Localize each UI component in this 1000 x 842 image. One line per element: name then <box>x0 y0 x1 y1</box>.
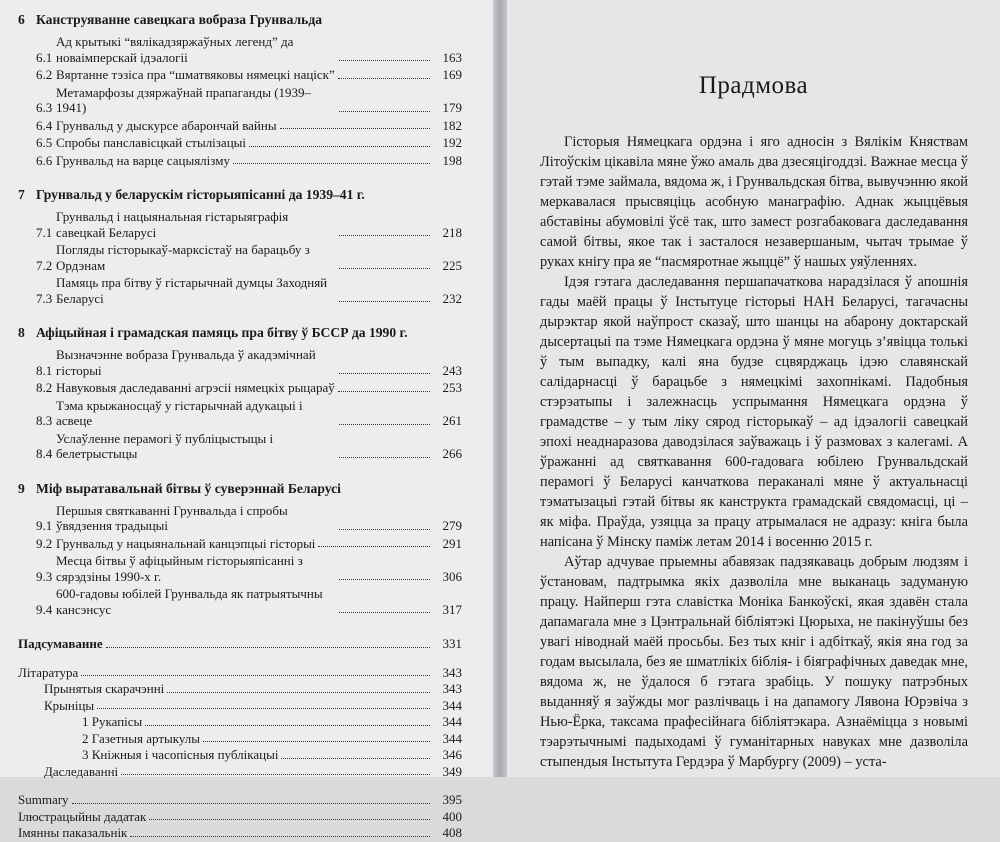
section-number: 6.6 <box>36 152 53 168</box>
section-title: Навуковыя даследаванні агрэсіі нямецкіх рыцараў <box>56 380 335 395</box>
back-matter-title: Падсумаванне <box>18 636 103 651</box>
chapter-number: 9 <box>18 480 25 496</box>
section-number: 6.3 <box>36 100 53 115</box>
page-number: 346 <box>442 747 462 762</box>
chapter-number: 7 <box>18 187 25 202</box>
section-number: 8.4 <box>36 446 53 461</box>
toc-entry <box>18 34 462 65</box>
back-matter-title: 1 Рукапісы <box>82 714 143 729</box>
toc-back-matter-entry <box>18 731 462 747</box>
toc-entry <box>18 536 462 552</box>
chapter-title <box>18 12 462 28</box>
section-number: 8.1 <box>36 362 53 378</box>
page-number: 261 <box>442 413 462 428</box>
dot-leader <box>338 78 430 79</box>
preface-paragraph: Ідэя гэтага даследавання першапачаткова нарадзілася ў апошнія гады маёй працы ў Інстытуце гісторыі НАН Беларусі, тагачасны дырэктар якой наўпрост сказаў, што шанцы на абарону доктарскай дысертацыі па тэме Нямецкага ордэна ў мяне могуць з’явіцца толькі ў тым выпадку, калі яна будзе сцвярджаць ідэю славянскай салідарнасці ў барацьбе з нямецкімі захопнікамі. Падобныя стэрэатыпы і залежнасць успрымання Нямецкага ордэна ў грамадстве – у тым ліку сярод гісторыкаў – ад ідэалогіі савецкай эпохі неаднаразова даводзілася заўважаць і ў размовах з калегамі. А ўражанні ад святкавання 600-гадовага юбілею Грунвальдскай перамогі ў Беларусі канчаткова пераканалі мяне ў актуальнасці тэматызацыі гэтай бітвы як канструкта грамадскай свядомасці, ці – як міфа. Праўда, узяцца за працу атрымалася не адразу: кніга была напісана ў Мінску паміж летам 2014 і восенню 2015 г. <box>540 274 968 550</box>
section-number: 9.1 <box>36 518 53 533</box>
dot-leader <box>339 268 430 269</box>
chapter-title-text: Міф выратавальнай бітвы ў суверэннай Беларусі <box>36 480 341 496</box>
page-number: 343 <box>442 681 462 696</box>
page-number: 192 <box>442 135 462 150</box>
chapter-number: 8 <box>18 325 25 340</box>
section-title: Грунвальд у дыскурсе абарончай вайны <box>56 117 277 133</box>
toc-entry <box>18 380 462 396</box>
page-number: 179 <box>442 100 462 115</box>
toc-entry <box>18 209 462 240</box>
chapter-title <box>18 187 462 203</box>
dot-leader <box>339 529 430 530</box>
toc-entry <box>18 242 462 273</box>
section-title: Грунвальд і нацыянальная гістарыяграфія савецкай Беларусі <box>56 209 289 240</box>
back-matter-title: Імянны паказальнік <box>18 825 128 840</box>
section-number: 6.1 <box>36 49 53 65</box>
dot-leader <box>280 128 430 129</box>
section-title: Памяць пра бітву ў гістарычнай думцы Заходняй Беларусі <box>56 275 328 306</box>
page-number: 408 <box>442 825 462 840</box>
page-number: 218 <box>442 224 462 240</box>
dot-leader <box>339 301 430 302</box>
section-number: 6.2 <box>36 67 53 82</box>
toc-entry <box>18 431 462 462</box>
toc-chapter <box>18 12 462 168</box>
preface-body <box>540 132 968 772</box>
toc-chapter <box>18 187 462 306</box>
toc-chapter <box>18 481 462 618</box>
section-title: Месца бітвы ў афіцыйным гісторыяпісанні з сярэдзіны 1990-х г. <box>56 553 303 584</box>
page-number: 232 <box>442 290 462 306</box>
page-number: 163 <box>442 49 462 65</box>
toc-entry <box>18 503 462 534</box>
toc-back-matter-entry <box>18 681 462 697</box>
toc-entry <box>18 275 462 306</box>
chapter-title-text: Грунвальд у беларускім гісторыяпісанні да 1939–41 г. <box>36 187 365 202</box>
dot-leader <box>249 146 430 147</box>
dot-leader <box>72 803 430 804</box>
page-number: 198 <box>442 152 462 168</box>
section-number: 9.2 <box>36 535 53 551</box>
page-number: 253 <box>442 380 462 395</box>
page-number: 317 <box>442 601 462 617</box>
section-number: 9.4 <box>36 601 53 617</box>
chapter-title-text: Канструяванне савецкага вобраза Грунвальда <box>36 12 323 27</box>
section-title: Ад крытыкі “вялікадзяржаўных легенд” да новаімперскай ідэалогіі <box>56 34 294 65</box>
preface-page <box>507 0 1000 777</box>
dot-leader <box>339 612 430 613</box>
dot-leader <box>106 647 430 648</box>
toc-entry <box>18 586 462 617</box>
page-number: 306 <box>442 568 462 584</box>
toc-back-matter-entry <box>18 665 462 681</box>
page-number: 225 <box>442 257 462 273</box>
back-matter-title: Крыніцы <box>44 697 95 713</box>
chapter-title <box>18 481 462 497</box>
toc-back-matter-entry <box>18 764 462 780</box>
preface-paragraph: Аўтар адчувае прыемны абавязак падзякаваць добрым людзям і ўстановам, падтрымка якіх дазволіла мне выканаць задуманую працу. Найперш гэта славістка Моніка Банкоўскі, якая здавён стала дапамагала мне з Цэнтральнай бібліятэкі Цюрыха, не пакінуўшы без увагі ніводнай маёй просьбы. Без тых кніг і адбіткаў, якія яна год за годам высылала, без яе шматлікіх біблія- і біяграфічных даведак мне, вядома ж, не ўдалося б гэтага зрабіць. У пошуку патрэбных выданняў я заўжды мог разлічваць і на дапамогу Лявона Юрэвіча з Нью-Ёрка, таксама прафесійнага бібліятэкара. Азнаёміцца з новымі тэарэтычнымі падыходамі ў гуманітарных навуках мне дазволіла стыпендыя Інстытута Гердэра ў Марбургу (2009) – уста- <box>540 554 968 770</box>
section-number: 8.2 <box>36 380 53 395</box>
page-number: 344 <box>442 697 462 713</box>
preface-paragraph: Гісторыя Нямецкага ордэна і яго адносін з Вялікім Княствам Літоўскім цікавіла мяне ўжо амаль два дзесяцігоддзі. Важнае месца ў гэтай тэме займала, вядома ж, і Грунвальдская бітва, вывучэнню якой меркавалася прысвяціць асобную манаграфію. Аднак жыццёвыя абставіны абумовілі ўсё так, што замест розгабаковага даследавання самой бітвы, якое так і засталося незавершаным, чытач трымае ў руках кнігу пра яе “пасмяротнае жыццё” ў нашых уяўленнях. <box>540 134 968 270</box>
page-number: 343 <box>442 664 462 680</box>
page-number: 400 <box>442 808 462 824</box>
back-matter-title: Summary <box>18 792 69 807</box>
dot-leader <box>339 457 430 458</box>
section-number: 8.3 <box>36 413 53 428</box>
section-title: Грунвальд на варце сацыялізму <box>56 152 230 168</box>
chapter-title-text: Афіцыйная і грамадская памяць пра бітву ў БССР да 1990 г. <box>36 325 408 340</box>
toc-entry <box>18 347 462 378</box>
toc-back-matter-entry <box>18 636 462 652</box>
toc-back-matter-entry <box>18 747 462 763</box>
section-title: 600-гадовы юбілей Грунвальда як патрыятычны кансэнсус <box>56 586 323 617</box>
page-number: 169 <box>442 67 462 82</box>
dot-leader <box>338 391 430 392</box>
dot-leader <box>149 819 430 820</box>
preface-heading: Прадмова <box>698 72 809 99</box>
toc-back-matter-entry <box>18 698 462 714</box>
dot-leader <box>121 774 430 775</box>
back-matter-title: Прынятыя скарачэнні <box>44 681 165 696</box>
dot-leader <box>339 373 430 374</box>
toc-back-matter-entry <box>18 809 462 825</box>
book-gutter <box>493 0 507 777</box>
toc-entry <box>18 153 462 169</box>
section-number: 7.3 <box>36 290 53 306</box>
section-title: Першыя святкаванні Грунвальда і спробы ўвядзення традыцыі <box>56 502 288 533</box>
toc-entry <box>18 553 462 584</box>
back-matter-title: 2 Газетныя артыкулы <box>82 730 201 746</box>
page-number: 243 <box>442 362 462 378</box>
back-matter-title: Ілюстрацыйны дадатак <box>18 808 147 824</box>
dot-leader <box>167 692 430 693</box>
dot-leader <box>318 546 430 547</box>
toc-back-matter-entry <box>18 825 462 841</box>
toc-chapter <box>18 325 462 462</box>
dot-leader <box>145 725 430 726</box>
section-number: 7.2 <box>36 257 53 273</box>
dot-leader <box>130 836 430 837</box>
toc-back-matter-entry <box>18 714 462 730</box>
chapter-title <box>18 325 462 341</box>
section-title: Вызначэнне вобраза Грунвальда ў акадэмічнай гісторыі <box>56 347 316 378</box>
dot-leader <box>203 741 430 742</box>
section-title: Спробы панславісцкай стылізацыі <box>56 135 247 150</box>
dot-leader <box>339 111 430 112</box>
section-number: 6.5 <box>36 135 53 150</box>
section-number: 9.3 <box>36 568 53 584</box>
table-of-contents <box>18 12 462 842</box>
back-matter-title: 3 Кніжныя і часопісныя публікацыі <box>82 747 279 762</box>
page-number: 182 <box>442 117 462 133</box>
dot-leader <box>339 424 430 425</box>
section-title: Услаўленне перамогі ў публіцыстыцы і белетрыстыцы <box>56 430 274 461</box>
section-title: Вяртанне тэзіса пра “шматвяковы нямецкі націск” <box>56 67 335 82</box>
chapter-number: 6 <box>18 12 25 27</box>
dot-leader <box>81 675 430 676</box>
section-title: Грунвальд у нацыянальнай канцэпцыі гісторыі <box>56 535 316 551</box>
dot-leader <box>339 60 430 61</box>
page-number: 291 <box>442 535 462 551</box>
section-title: Тэма крыжаносцаў у гістарычнай адукацыі і асвеце <box>56 397 303 428</box>
page-number: 349 <box>442 763 462 779</box>
page-number: 266 <box>442 446 462 461</box>
section-title: Метамарфозы дзяржаўнай прапаганды (1939–1941) <box>56 84 312 115</box>
section-number: 7.1 <box>36 224 53 240</box>
page-number: 279 <box>442 518 462 533</box>
toc-entry <box>18 118 462 134</box>
contents-page <box>0 0 493 840</box>
toc-entry <box>18 85 462 116</box>
dot-leader <box>233 163 430 164</box>
toc-back-matter-entry <box>18 792 462 808</box>
dot-leader <box>97 708 430 709</box>
dot-leader <box>339 235 430 236</box>
section-number: 6.4 <box>36 117 53 133</box>
toc-entry <box>18 135 462 151</box>
back-matter-title: Літаратура <box>18 664 79 680</box>
toc-entry <box>18 398 462 429</box>
page-number: 395 <box>442 792 462 807</box>
toc-entry <box>18 67 462 83</box>
section-title: Погляды гісторыкаў-марксістаў на барацьбу з Ордэнам <box>56 242 310 273</box>
page-number: 344 <box>442 730 462 746</box>
back-matter-title: Даследаванні <box>44 763 119 779</box>
dot-leader <box>339 579 430 580</box>
dot-leader <box>281 758 430 759</box>
page-number: 344 <box>442 714 462 729</box>
page-number: 331 <box>442 636 462 651</box>
